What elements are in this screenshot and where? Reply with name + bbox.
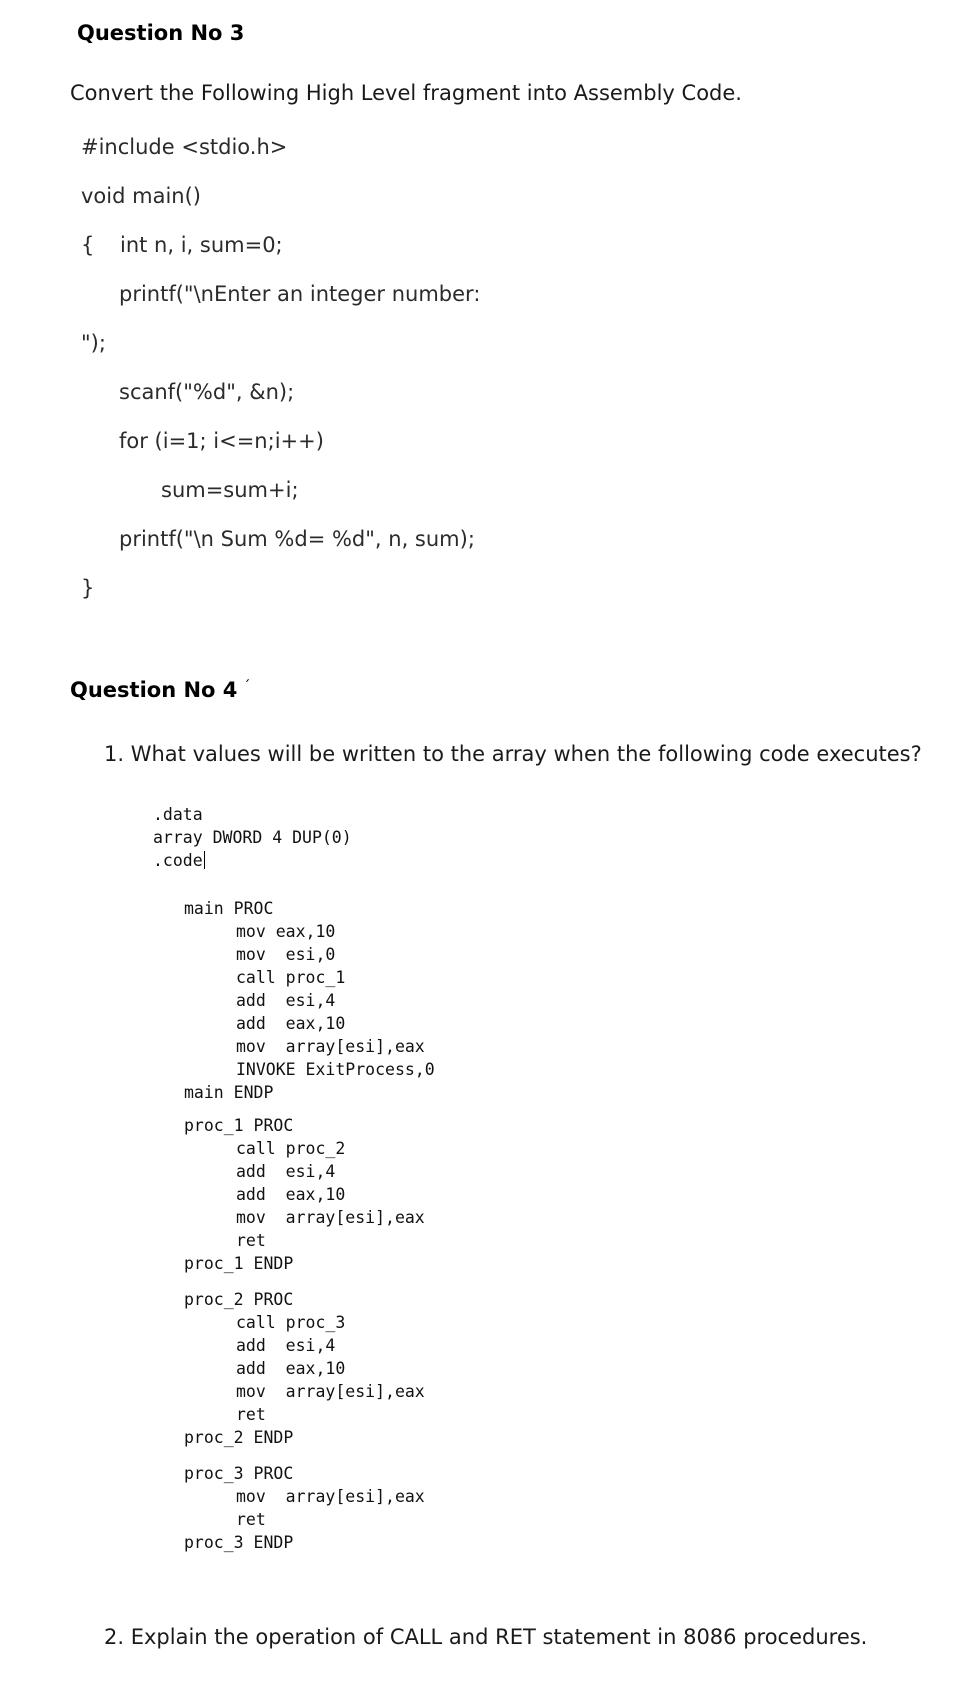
asm-main-footer: main ENDP bbox=[184, 1083, 274, 1102]
code-line-declare: int n, i, sum=0; bbox=[120, 233, 283, 257]
asm-proc1-line: ret bbox=[236, 1231, 266, 1250]
asm-array-declaration: array DWORD 4 DUP(0) bbox=[153, 828, 352, 847]
question-4-item-1: 1. What values will be written to the array when the following code executes? bbox=[104, 742, 922, 766]
code-line-close-brace: } bbox=[81, 576, 95, 600]
asm-proc2-line: ret bbox=[236, 1405, 266, 1424]
asm-main-line: call proc_1 bbox=[236, 968, 346, 987]
asm-proc1-line: add esi,4 bbox=[236, 1162, 336, 1181]
asm-main-line: INVOKE ExitProcess,0 bbox=[236, 1060, 435, 1079]
question-4-item-2: 2. Explain the operation of CALL and RET statement in 8086 procedures. bbox=[104, 1625, 868, 1649]
asm-proc2-header: proc_2 PROC bbox=[184, 1290, 294, 1309]
code-line-printf-1-end: "); bbox=[81, 331, 106, 355]
text-cursor bbox=[204, 851, 205, 869]
asm-proc3-footer: proc_3 ENDP bbox=[184, 1533, 294, 1552]
asm-proc2-line: add eax,10 bbox=[236, 1359, 346, 1378]
code-line-printf-1: printf("\nEnter an integer number: bbox=[119, 282, 481, 306]
asm-proc1-line: add eax,10 bbox=[236, 1185, 346, 1204]
asm-main-line: add esi,4 bbox=[236, 991, 336, 1010]
code-line-printf-2: printf("\n Sum %d= %d", n, sum); bbox=[119, 527, 475, 551]
asm-proc1-footer: proc_1 ENDP bbox=[184, 1254, 294, 1273]
code-line-sum: sum=sum+i; bbox=[161, 478, 299, 502]
asm-proc3-line: ret bbox=[236, 1510, 266, 1529]
asm-proc3-line: mov array[esi],eax bbox=[236, 1487, 425, 1506]
question-4-mark: ´ bbox=[243, 679, 251, 695]
code-line-scanf: scanf("%d", &n); bbox=[119, 380, 295, 404]
code-line-include: #include <stdio.h> bbox=[81, 135, 288, 159]
asm-proc2-line: mov array[esi],eax bbox=[236, 1382, 425, 1401]
asm-proc1-header: proc_1 PROC bbox=[184, 1116, 294, 1135]
code-line-open-brace: { bbox=[81, 233, 95, 257]
asm-main-line: add eax,10 bbox=[236, 1014, 346, 1033]
question-4-heading bbox=[70, 678, 250, 702]
question-3-heading: Question No 3 bbox=[77, 21, 245, 45]
question-3-prompt: Convert the Following High Level fragment into Assembly Code. bbox=[70, 81, 742, 105]
asm-main-header: main PROC bbox=[184, 899, 274, 918]
asm-data-directive: .data bbox=[153, 805, 203, 824]
asm-proc2-footer: proc_2 ENDP bbox=[184, 1428, 294, 1447]
asm-main-line: mov eax,10 bbox=[236, 922, 336, 941]
asm-proc2-line: call proc_3 bbox=[236, 1313, 346, 1332]
asm-code-directive-text: .code bbox=[153, 851, 203, 870]
asm-proc2-line: add esi,4 bbox=[236, 1336, 336, 1355]
asm-proc1-line: mov array[esi],eax bbox=[236, 1208, 425, 1227]
code-line-for: for (i=1; i<=n;i++) bbox=[119, 429, 324, 453]
code-line-main: void main() bbox=[81, 184, 201, 208]
asm-proc1-line: call proc_2 bbox=[236, 1139, 346, 1158]
asm-main-line: mov array[esi],eax bbox=[236, 1037, 425, 1056]
asm-code-directive bbox=[153, 849, 205, 872]
asm-main-line: mov esi,0 bbox=[236, 945, 336, 964]
question-4-heading-text: Question No 4 bbox=[70, 678, 238, 702]
asm-proc3-header: proc_3 PROC bbox=[184, 1464, 294, 1483]
